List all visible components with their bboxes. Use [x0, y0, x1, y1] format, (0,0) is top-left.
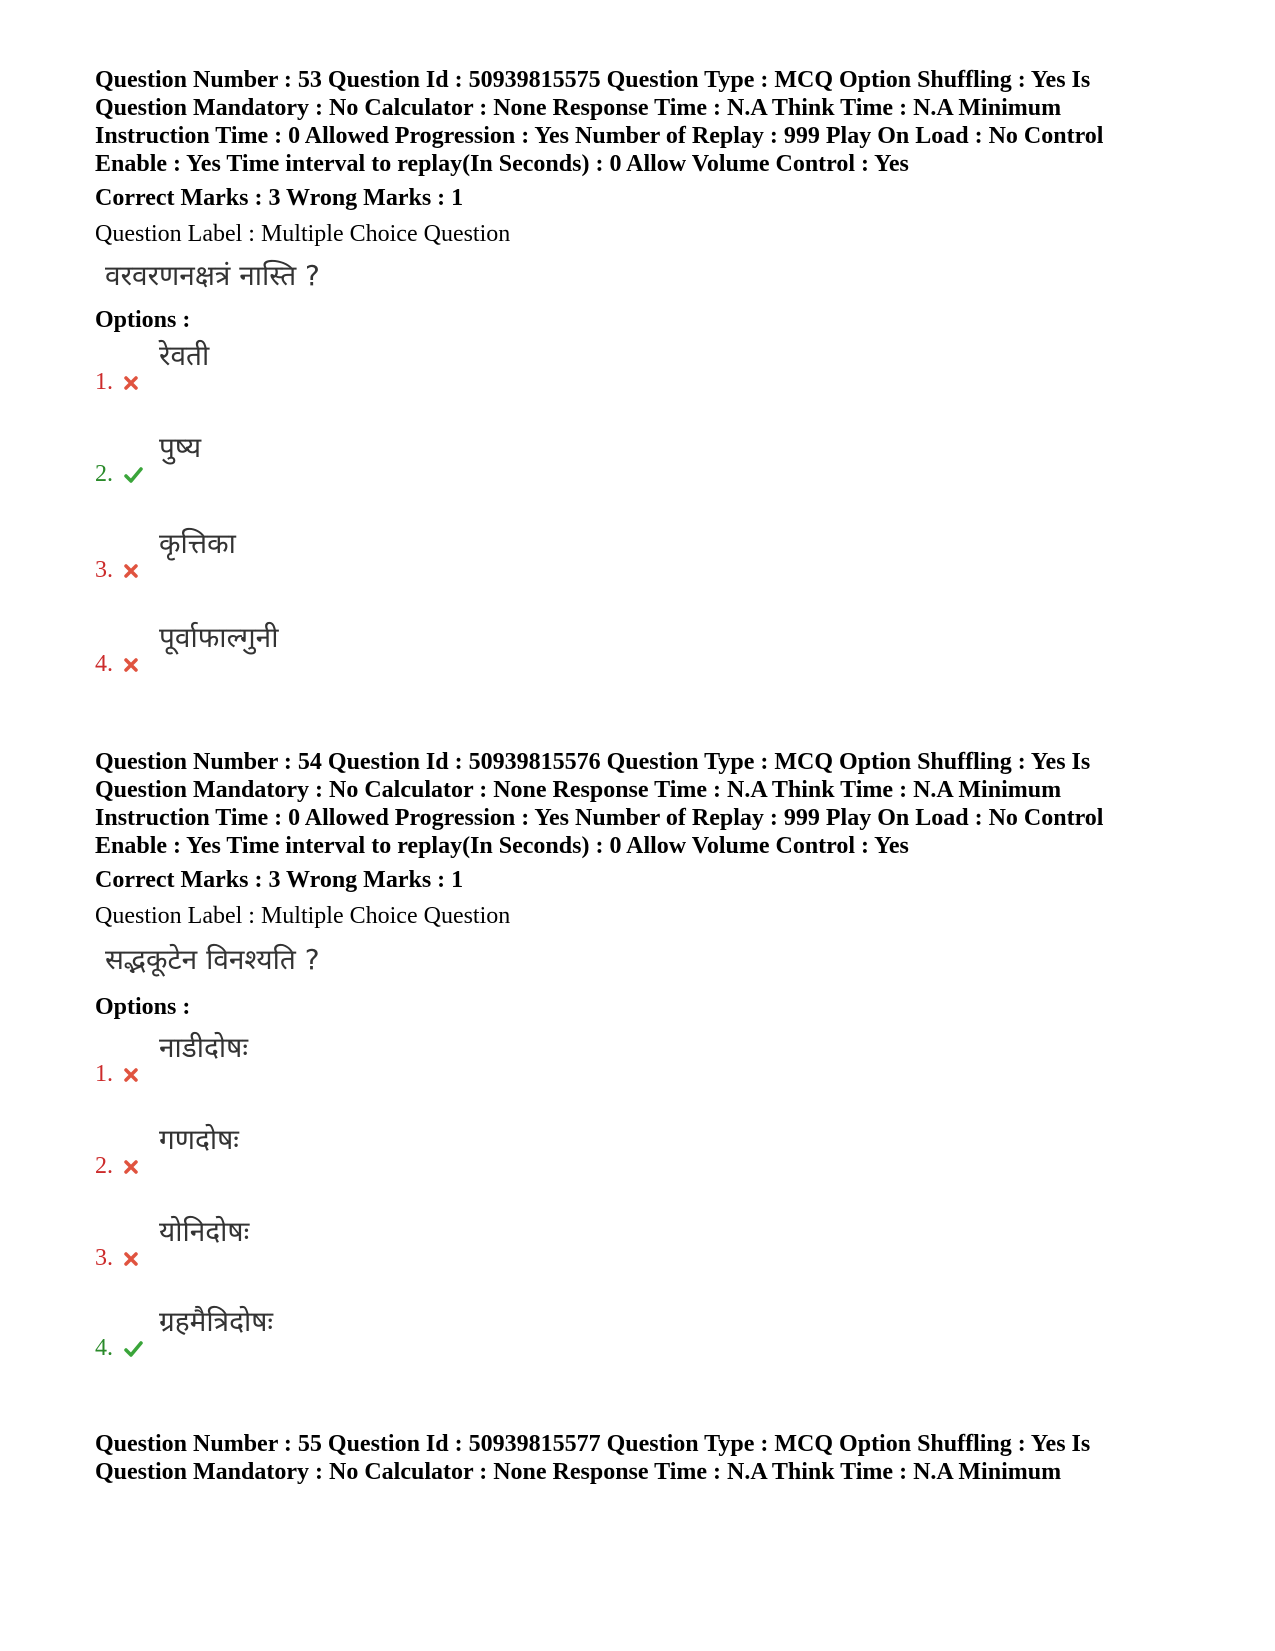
question-marks: Correct Marks : 3 Wrong Marks : 1	[95, 867, 464, 893]
option-text: योनिदोषः	[159, 1215, 250, 1248]
check-icon	[122, 466, 144, 484]
option-text: नाडीदोषः	[159, 1031, 248, 1064]
option-item	[95, 524, 595, 584]
question-text: वरवरणनक्षत्रं नास्ति ?	[105, 259, 320, 292]
options-heading: Options :	[95, 994, 191, 1020]
question-54-block	[95, 748, 1195, 1361]
option-number: 1.	[95, 369, 113, 395]
option-text: गणदोषः	[159, 1123, 239, 1156]
option-text: पूर्वाफाल्गुनी	[159, 621, 279, 654]
question-meta-line: Question Number : 55 Question Id : 50939815577 Question Type : MCQ Option Shuffling : Yes Is	[95, 1431, 1091, 1457]
question-marks: Correct Marks : 3 Wrong Marks : 1	[95, 185, 464, 211]
option-text: कृत्तिका	[159, 527, 236, 560]
question-meta-line: Question Mandatory : No Calculator : None Response Time : N.A Think Time : N.A Minimum	[95, 777, 1062, 803]
option-item	[95, 428, 595, 488]
option-item	[95, 618, 595, 678]
question-meta-line: Enable : Yes Time interval to replay(In Seconds) : 0 Allow Volume Control : Yes	[95, 833, 909, 859]
option-number: 1.	[95, 1061, 113, 1087]
question-53-block	[95, 66, 1195, 677]
cross-icon	[122, 374, 140, 392]
question-meta-line: Enable : Yes Time interval to replay(In Seconds) : 0 Allow Volume Control : Yes	[95, 151, 909, 177]
cross-icon	[122, 1158, 140, 1176]
question-meta-line: Instruction Time : 0 Allowed Progression : Yes Number of Replay : 999 Play On Load : No Control	[95, 123, 1104, 149]
question-label: Question Label : Multiple Choice Question	[95, 221, 511, 247]
check-icon	[122, 1340, 144, 1358]
question-meta-line: Question Mandatory : No Calculator : None Response Time : N.A Think Time : N.A Minimum	[95, 1459, 1062, 1485]
question-label: Question Label : Multiple Choice Question	[95, 903, 511, 929]
options-heading: Options :	[95, 307, 191, 333]
question-meta-line: Question Number : 53 Question Id : 50939815575 Question Type : MCQ Option Shuffling : Yes Is	[95, 67, 1091, 93]
cross-icon	[122, 1066, 140, 1084]
option-number: 2.	[95, 1153, 113, 1179]
option-number: 2.	[95, 461, 113, 487]
option-item	[95, 1028, 595, 1088]
cross-icon	[122, 1250, 140, 1268]
question-meta-line: Question Mandatory : No Calculator : None Response Time : N.A Think Time : N.A Minimum	[95, 95, 1062, 121]
option-item	[95, 1120, 595, 1180]
option-number: 4.	[95, 1335, 113, 1361]
question-55-block	[95, 1430, 1195, 1486]
question-meta-line: Question Number : 54 Question Id : 50939815576 Question Type : MCQ Option Shuffling : Yes Is	[95, 749, 1091, 775]
question-text: सद्भकूटेन विनश्यति ?	[105, 943, 320, 976]
option-item	[95, 336, 595, 396]
option-text: पुष्य	[159, 431, 202, 464]
option-item	[95, 1302, 595, 1362]
option-number: 4.	[95, 651, 113, 677]
option-text: ग्रहमैत्रिदोषः	[159, 1305, 274, 1338]
cross-icon	[122, 656, 140, 674]
option-number: 3.	[95, 557, 113, 583]
option-number: 3.	[95, 1245, 113, 1271]
option-item	[95, 1212, 595, 1272]
cross-icon	[122, 562, 140, 580]
option-text: रेवती	[159, 339, 210, 372]
question-meta-line: Instruction Time : 0 Allowed Progression : Yes Number of Replay : 999 Play On Load : No Control	[95, 805, 1104, 831]
